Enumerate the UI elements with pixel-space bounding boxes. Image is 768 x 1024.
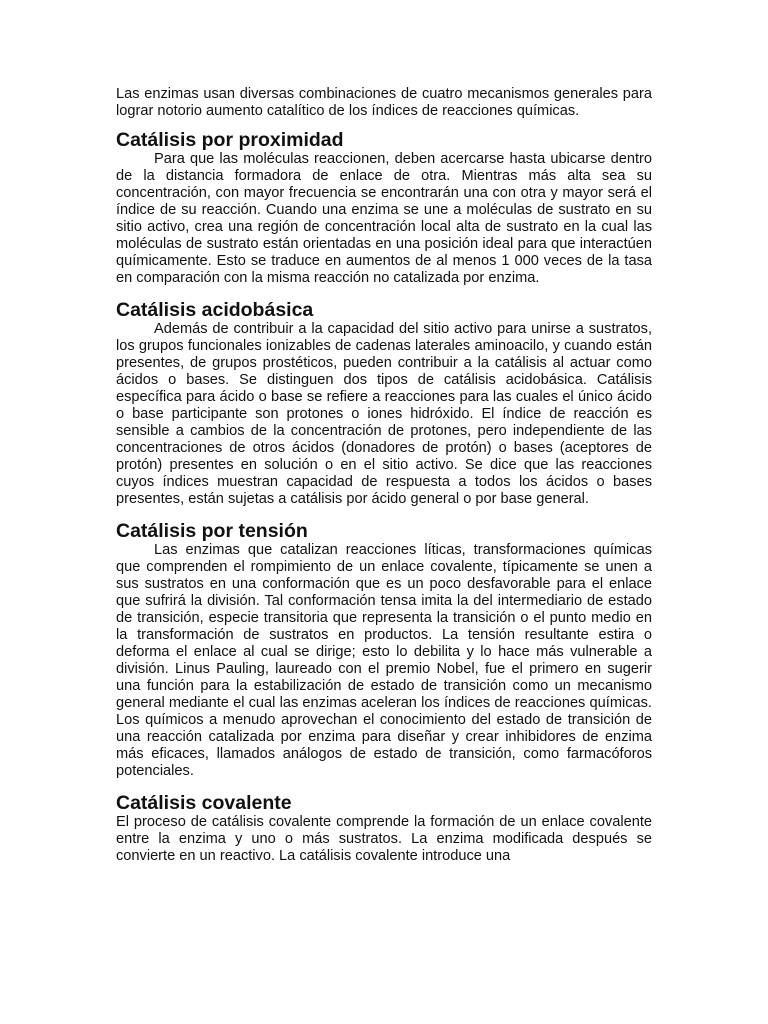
- heading-acidobasica: Catálisis acidobásica: [116, 299, 314, 321]
- document-page: [116, 86, 652, 865]
- heading-covalente: Catálisis covalente: [116, 792, 292, 814]
- paragraph-proximidad: Para que las moléculas reaccionen, deben acercarse hasta ubicarse dentro de la distancia formadora de enlace de otra. Mientras más alta sea su concentración, con mayor frecuencia se encontrarán una con otra y mayor será el índice de su reacción. Cuando una enzima se une a moléculas de sustrato en su sitio activo, crea una región de concentración local alta de sustrato en la cual las moléculas de sustrato están orientadas en una posición ideal para que interactúen químicamente. Esto se traduce en aumentos de al menos 1 000 veces de la tasa en comparación con la misma reacción no catalizada por enzima.: [116, 151, 652, 286]
- heading-proximidad: Catálisis por proximidad: [116, 129, 344, 151]
- intro-paragraph: Las enzimas usan diversas combinaciones de cuatro mecanismos generales para lograr notorio aumento catalítico de los índices de reacciones químicas.: [116, 86, 652, 119]
- heading-tension: Catálisis por tensión: [116, 520, 308, 542]
- paragraph-covalente: El proceso de catálisis covalente comprende la formación de un enlace covalente entre la enzima y uno o más sustratos. La enzima modificada después se convierte en un reactivo. La catálisis covalente introduce una: [116, 814, 652, 864]
- paragraph-acidobasica: Además de contribuir a la capacidad del sitio activo para unirse a sustratos, los grupos funcionales ionizables de cadenas laterales aminoacilo, y cuando están presentes, de grupos prostéticos, pueden contribuir a la catálisis al actuar como ácidos o bases. Se distinguen dos tipos de catálisis acidobásica. Catálisis específica para ácido o base se refiere a reacciones para las cuales el único ácido o base participante son protones o iones hidróxido. El índice de reacción es sensible a cambios de la concentración de protones, pero independiente de las concentraciones de otros ácidos (donadores de protón) o bases (aceptores de protón) presentes en solución o en el sitio activo. Se dice que las reacciones cuyos índices muestran capacidad de respuesta a todos los ácidos o bases presentes, están sujetas a catálisis por ácido general o por base general.: [116, 321, 652, 507]
- paragraph-tension: Las enzimas que catalizan reacciones líticas, transformaciones químicas que comprenden el rompimiento de un enlace covalente, típicamente se unen a sus sustratos en una conformación que es un poco desfavorable para el enlace que sufrirá la división. Tal conformación tensa imita la del intermediario de estado de transición, especie transitoria que representa la transición o el punto medio en la transformación de sustratos en productos. La tensión resultante estira o deforma el enlace al cual se dirige; esto lo debilita y lo hace más vulnerable a división. Linus Pauling, laureado con el premio Nobel, fue el primero en sugerir una función para la estabilización de estado de transición como un mecanismo general mediante el cual las enzimas aceleran los índices de reacciones químicas. Los químicos a menudo aprovechan el conocimiento del estado de transición de una reacción catalizada por enzima para diseñar y crear inhibidores de enzima más eficaces, llamados análogos de estado de transición, como farmacóforos potenciales.: [116, 542, 652, 779]
